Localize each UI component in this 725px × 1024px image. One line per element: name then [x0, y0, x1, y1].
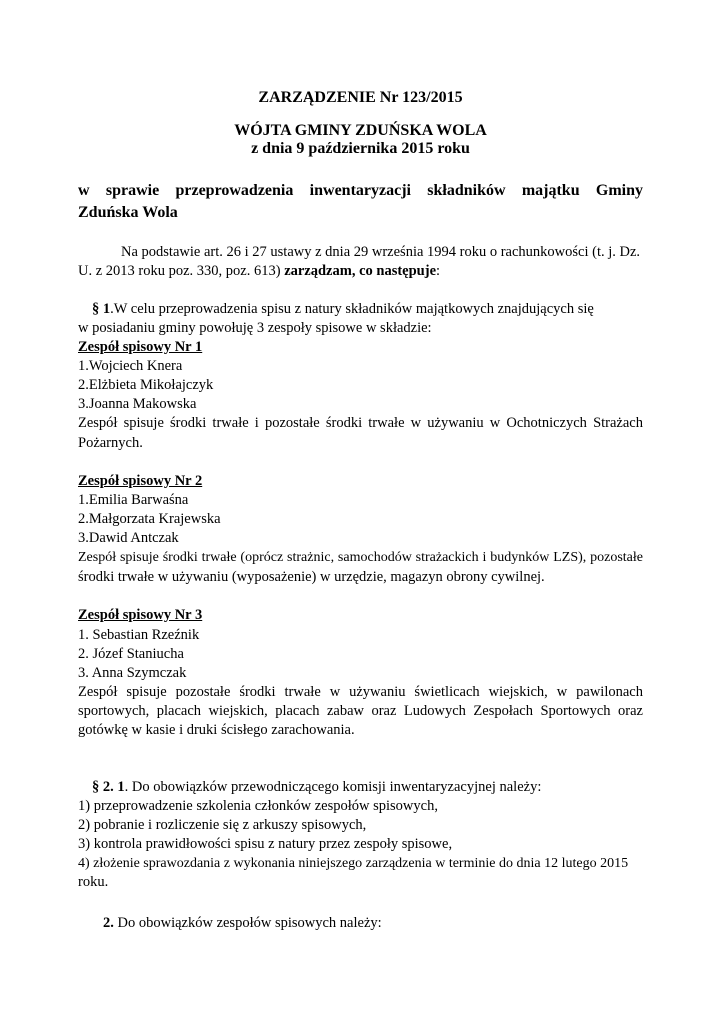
para2-item-4-line-1: 4) złożenie sprawozdania z wykonania niniejszego zarządzenia w terminie do dnia 12 lutego 2015 — [78, 856, 629, 871]
team3-member: 3. Anna Szymczak — [78, 665, 187, 681]
team3-desc-line-1: Zespół spisuje pozostałe środki trwałe w używaniu świetlicach wiejskich, w pawilonach — [78, 684, 643, 700]
para2-item-4-line-2: roku. — [78, 874, 109, 890]
document-title: ZARZĄDZENIE Nr 123/2015 — [258, 89, 463, 106]
preamble-text: U. z 2013 roku poz. 330, poz. 613) — [78, 263, 281, 279]
issuer-line: WÓJTA GMINY ZDUŃSKA WOLA — [234, 122, 487, 139]
team3-desc-line-2: sportowych, placach wiejskich, placach zabaw oraz Ludowych Zespołach Sportowych oraz — [78, 703, 643, 719]
preamble-line-1: Na podstawie art. 26 i 27 ustawy z dnia 29 września 1994 roku o rachunkowości (t. j. Dz. — [121, 244, 641, 260]
para2-intro: . Do obowiązków przewodniczącego komisji inwentaryzacyjnej należy: — [124, 779, 542, 795]
team1-member: 3.Joanna Makowska — [78, 396, 197, 412]
para1-text: .W celu przeprowadzenia spisu z natury składników majątkowych znajdujących się — [110, 301, 594, 317]
para2-item: 3) kontrola prawidłowości spisu z natury przez zespoły spisowe, — [78, 836, 453, 852]
team2-desc-line-2: środki trwałe w używaniu (wyposażenie) w urzędzie, magazyn obrony cywilnej. — [78, 569, 545, 585]
team1-desc-line-1: Zespół spisuje środki trwałe i pozostałe środki trwałe w używaniu w Ochotniczych Strażach — [78, 415, 643, 431]
para2-item: 2) pobranie i rozliczenie się z arkuszy spisowych, — [78, 817, 367, 833]
para2-label: § 2. 1 — [92, 779, 125, 795]
team2-heading: Zespół spisowy Nr 2 — [78, 473, 203, 489]
preamble-colon: : — [436, 263, 441, 279]
team2-member: 1.Emilia Barwaśna — [78, 492, 189, 508]
team3-heading: Zespół spisowy Nr 3 — [78, 607, 203, 623]
team2-desc-line-1: Zespół spisuje środki trwałe (oprócz strażnic, samochodów strażackich i budynków LZS), pozostałe — [78, 550, 643, 565]
team1-heading: Zespół spisowy Nr 1 — [78, 339, 203, 355]
para2-point-2 — [103, 914, 643, 933]
para1-line-2: w posiadaniu gminy powołuję 3 zespoły spisowe w składzie: — [78, 320, 432, 336]
preamble-line-2 — [78, 262, 643, 281]
para2-point2-label: 2. — [103, 915, 114, 931]
team2-member: 2.Małgorzata Krajewska — [78, 511, 221, 527]
subject-line-1: w sprawie przeprowadzenia inwentaryzacji składników majątku Gminy — [78, 182, 643, 199]
date-line: z dnia 9 października 2015 roku — [251, 140, 470, 157]
team3-member: 2. Józef Staniucha — [78, 646, 184, 662]
para2-item: 1) przeprowadzenie szkolenia członków zespołów spisowych, — [78, 798, 438, 814]
para2-point2-text: Do obowiązków zespołów spisowych należy: — [113, 915, 382, 931]
para1-line-1 — [92, 300, 643, 319]
team2-member: 3.Dawid Antczak — [78, 530, 179, 546]
team1-desc-line-2: Pożarnych. — [78, 435, 143, 451]
team3-member: 1. Sebastian Rzeźnik — [78, 627, 200, 643]
team3-desc-line-3: gotówkę w kasie i druki ścisłego zarachowania. — [78, 722, 355, 738]
team1-member: 2.Elżbieta Mikołajczyk — [78, 377, 214, 393]
subject-line-2: Zduńska Wola — [78, 204, 178, 221]
team1-member: 1.Wojciech Knera — [78, 358, 183, 374]
preamble-decision: zarządzam, co następuje — [284, 263, 436, 279]
para1-label: § 1 — [92, 301, 111, 317]
para2-line-1 — [92, 778, 643, 797]
